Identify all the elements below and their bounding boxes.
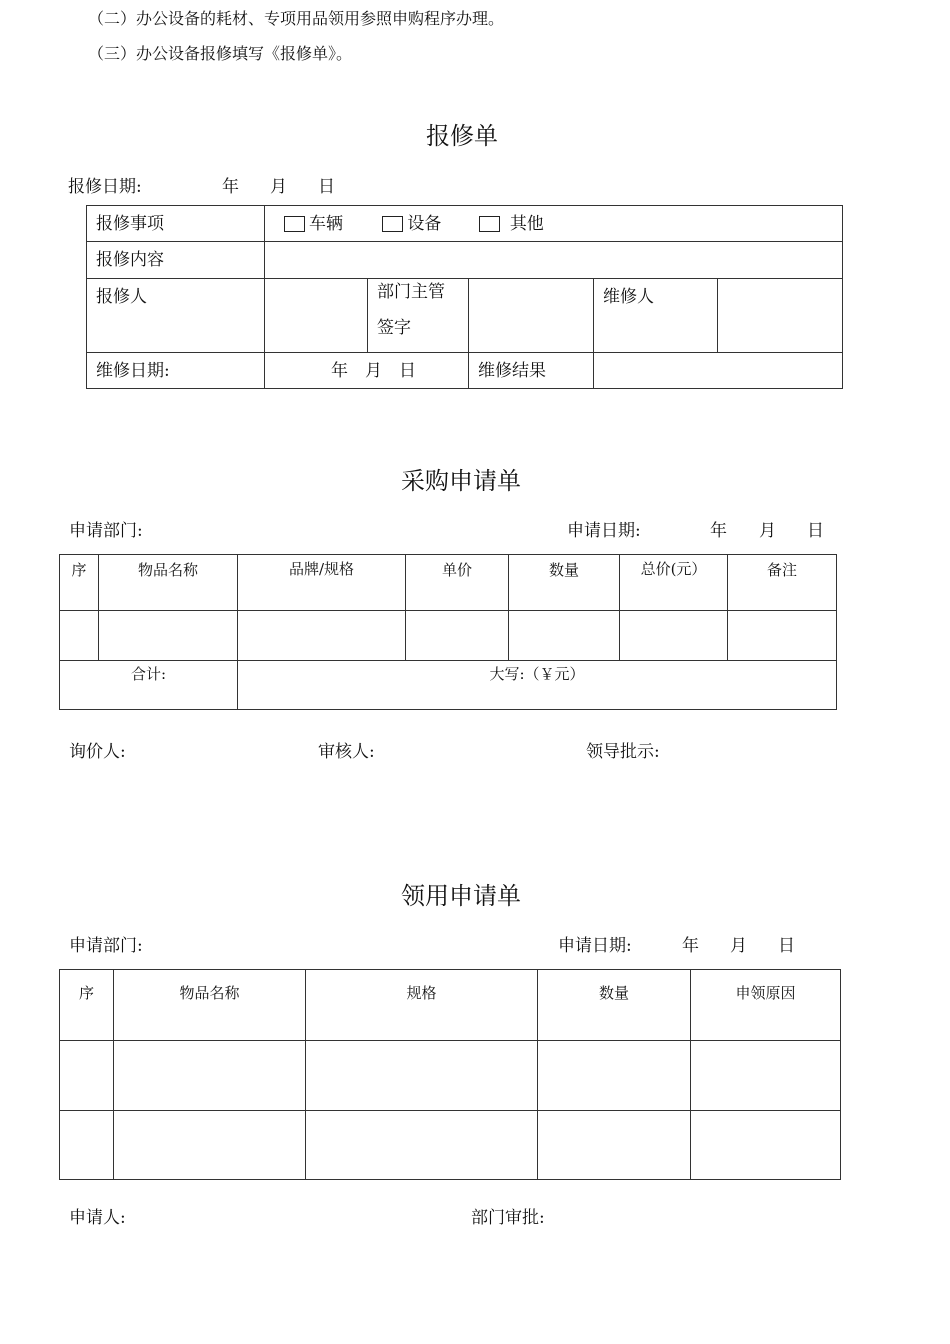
requisition-form-title: 领用申请单 [401, 882, 521, 910]
purchase-date-day: 日 [807, 521, 824, 541]
dept-sign-line-1: 部门主管 [377, 282, 445, 302]
purchase-cell-seq[interactable] [60, 611, 99, 661]
checkbox-vehicle[interactable] [284, 216, 305, 232]
requisition-cell-seq[interactable] [60, 1111, 114, 1180]
reviewer-label: 审核人: [318, 742, 375, 762]
intro-line-3: （三）办公设备报修填写《报修单》。 [88, 44, 353, 63]
requisition-cell-reason[interactable] [691, 1111, 841, 1180]
requisition-table [59, 969, 841, 1180]
requisition-cell-item-name[interactable] [114, 1111, 306, 1180]
reporter-field[interactable] [265, 279, 368, 353]
table-row [60, 1041, 841, 1111]
requisition-cell-seq[interactable] [60, 1041, 114, 1111]
purchase-col-item-name: 物品名称 [99, 555, 238, 611]
purchase-table [59, 554, 837, 710]
dept-approval-label: 部门审批: [471, 1208, 545, 1228]
table-row [60, 611, 837, 661]
requisition-cell-spec[interactable] [306, 1111, 538, 1180]
purchase-cell-unit-price[interactable] [406, 611, 509, 661]
requisition-date-year: 年 [682, 936, 699, 956]
purchase-form-title: 采购申请单 [401, 467, 521, 495]
option-equipment[interactable] [382, 209, 441, 234]
repair-date-day: 日 [318, 177, 335, 197]
requisition-col-quantity: 数量 [538, 970, 691, 1041]
option-other[interactable] [479, 209, 544, 234]
repair-content-field[interactable] [265, 242, 843, 279]
applicant-label: 申请人: [69, 1208, 126, 1228]
repair-content-label: 报修内容 [87, 242, 265, 279]
requisition-col-spec: 规格 [306, 970, 538, 1041]
purchase-total-label: 合计: [60, 661, 238, 710]
requisition-date-label: 申请日期: [558, 936, 632, 956]
requisition-dept-label: 申请部门: [69, 936, 143, 956]
checkbox-other[interactable] [479, 216, 500, 232]
purchase-col-seq: 序 [60, 555, 99, 611]
requisition-col-reason: 申领原因 [691, 970, 841, 1041]
option-vehicle[interactable] [284, 209, 343, 234]
option-equipment-label: 设备 [407, 214, 442, 234]
option-other-label: 其他 [509, 214, 544, 234]
intro-line-2: （二）办公设备的耗材、专项用品领用参照申购程序办理。 [88, 9, 505, 28]
purchase-cell-brand-spec[interactable] [238, 611, 406, 661]
purchase-date-label: 申请日期: [567, 521, 641, 541]
requisition-col-item-name: 物品名称 [114, 970, 306, 1041]
requisition-cell-reason[interactable] [691, 1041, 841, 1111]
repair-date2-label: 维修日期: [87, 353, 265, 389]
leader-label: 领导批示: [586, 742, 660, 762]
repairer-field[interactable] [718, 279, 843, 353]
purchase-header-row [60, 555, 837, 611]
repair-date-month: 月 [270, 177, 287, 197]
repair-result-field[interactable] [594, 353, 843, 389]
reporter-label: 报修人 [87, 279, 265, 353]
repair-table [86, 205, 843, 389]
repair-item-label: 报修事项 [87, 206, 265, 242]
purchase-col-remark: 备注 [728, 555, 837, 611]
purchase-date-year: 年 [710, 521, 727, 541]
purchase-col-brand-spec: 品牌/规格 [238, 555, 406, 611]
purchase-col-unit-price: 单价 [406, 555, 509, 611]
requisition-date-day: 日 [778, 936, 795, 956]
dept-sign-label [368, 279, 469, 353]
requisition-cell-item-name[interactable] [114, 1041, 306, 1111]
checkbox-equipment[interactable] [382, 216, 403, 232]
purchase-cell-total[interactable] [620, 611, 728, 661]
option-vehicle-label: 车辆 [309, 214, 343, 234]
purchase-date-month: 月 [759, 521, 776, 541]
table-row [60, 1111, 841, 1180]
purchase-cell-quantity[interactable] [509, 611, 620, 661]
requisition-header-row [60, 970, 841, 1041]
requisition-date-month: 月 [730, 936, 747, 956]
purchase-cell-item-name[interactable] [99, 611, 238, 661]
dept-sign-line-2: 签字 [377, 318, 411, 338]
repair-date-year: 年 [222, 177, 239, 197]
purchase-capital-field[interactable]: 大写:（￥元） [238, 661, 837, 710]
requisition-cell-quantity[interactable] [538, 1041, 691, 1111]
requisition-cell-quantity[interactable] [538, 1111, 691, 1180]
requisition-col-seq: 序 [60, 970, 114, 1041]
repair-date2-field[interactable]: 年 月 日 [265, 353, 469, 389]
dept-sign-field[interactable] [469, 279, 594, 353]
repair-form-title: 报修单 [426, 122, 498, 150]
requisition-cell-spec[interactable] [306, 1041, 538, 1111]
repair-date-label: 报修日期: [68, 177, 142, 197]
purchase-total-row [60, 661, 837, 710]
repair-item-options [265, 206, 843, 242]
purchase-dept-label: 申请部门: [69, 521, 143, 541]
inquirer-label: 询价人: [69, 742, 126, 762]
purchase-col-quantity: 数量 [509, 555, 620, 611]
purchase-cell-remark[interactable] [728, 611, 837, 661]
repairer-label: 维修人 [594, 279, 718, 353]
purchase-col-total: 总价(元） [620, 555, 728, 611]
repair-result-label: 维修结果 [469, 353, 594, 389]
